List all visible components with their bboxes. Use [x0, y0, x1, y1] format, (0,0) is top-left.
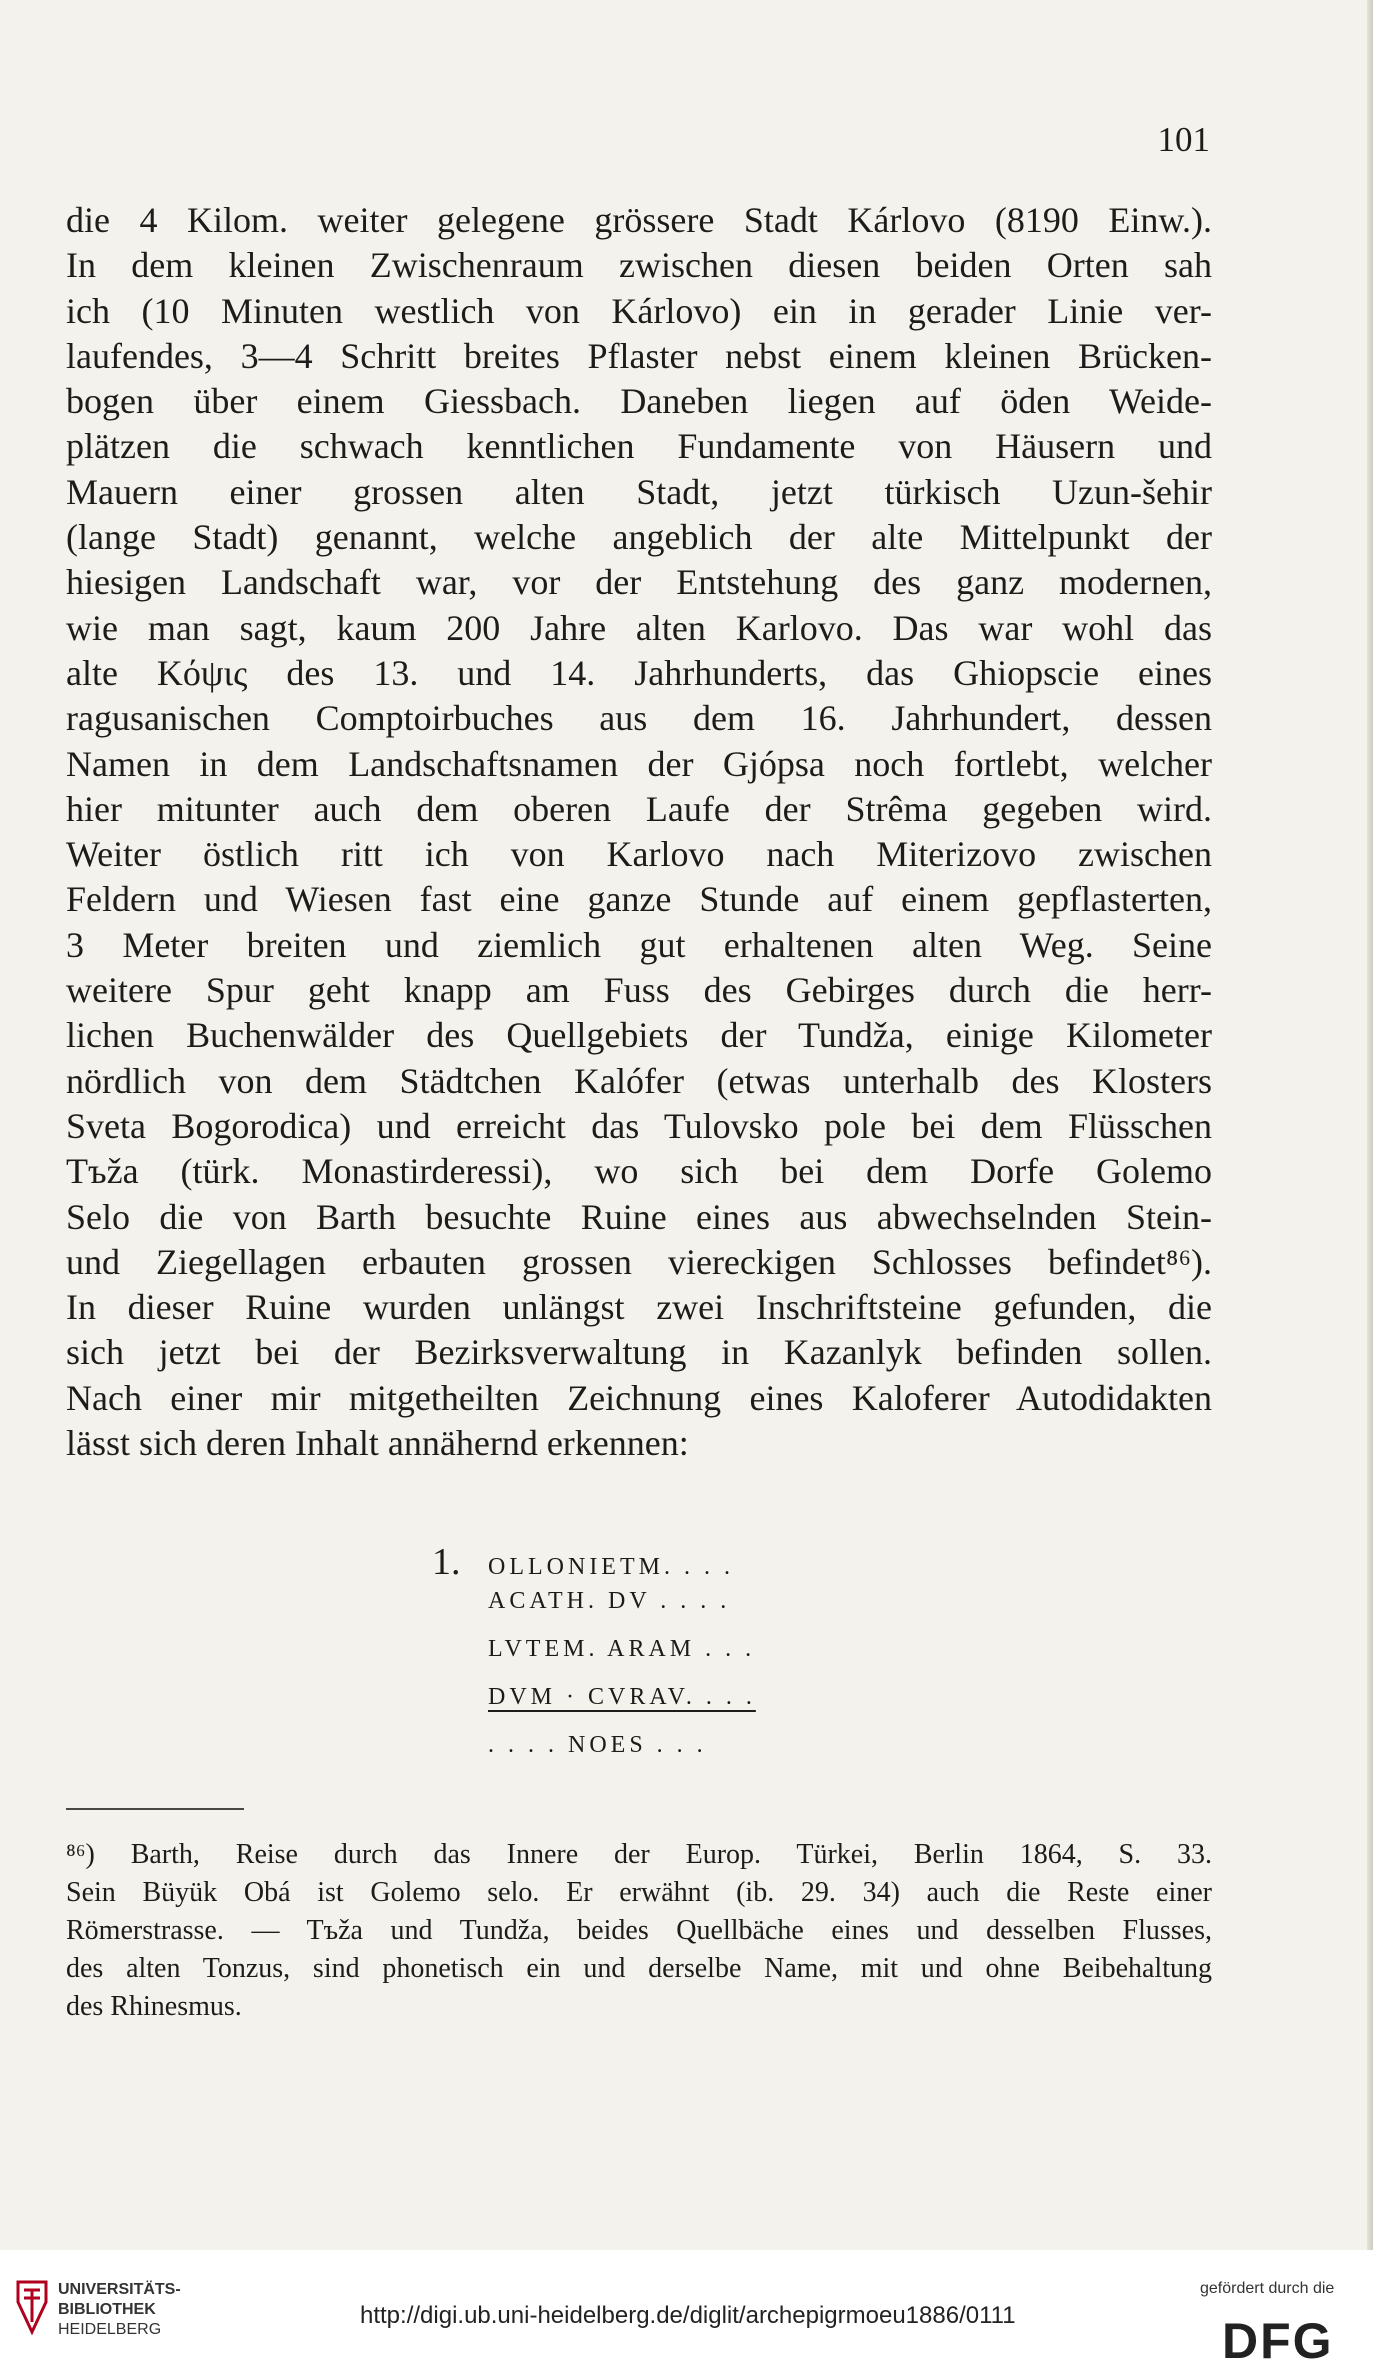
body-line: Nach einer mir mitgetheilten Zeichnung eines Kaloferer Autodidakten [66, 1377, 1212, 1418]
library-name-line: BIBLIOTHEK [58, 2301, 156, 2318]
inscription-number: 1. [432, 1541, 461, 1583]
library-emblem-icon [14, 2278, 50, 2336]
page-number: 101 [1157, 120, 1210, 159]
library-name-line: UNIVERSITÄTS- [58, 2281, 181, 2298]
inscription-line: . . . . NOES . . . [488, 1732, 707, 1758]
body-line: 3 Meter breiten und ziemlich gut erhaltenen alten Weg. Seine [66, 924, 1212, 965]
library-name-line: HEIDELBERG [58, 2321, 162, 2338]
body-line: Weiter östlich ritt ich von Karlovo nach Miterizovo zwischen [66, 834, 1212, 875]
dfg-logo: DFG [1222, 2313, 1334, 2369]
body-line: bogen über einem Giessbach. Daneben liegen auf öden Weide- [66, 381, 1212, 422]
body-line: In dem kleinen Zwischenraum zwischen diesen beiden Orten sah [66, 245, 1212, 286]
body-line: hiesigen Landschaft war, vor der Entstehung des ganz modernen, [66, 562, 1212, 603]
body-line: Namen in dem Landschaftsnamen der Gjópsa noch fortlebt, welcher [66, 743, 1212, 784]
body-line: Tъža (türk. Monastirderessi), wo sich bei dem Dorfe Golemo [66, 1151, 1212, 1192]
body-line: plätzen die schwach kenntlichen Fundamente von Häusern und [66, 426, 1212, 467]
inscription-line: OLLONIETM. . . . [488, 1554, 734, 1580]
inscription-row [432, 1540, 852, 1588]
body-line: weitere Spur geht knapp am Fuss des Gebirges durch die herr- [66, 970, 1212, 1011]
inscription-row [432, 1588, 852, 1636]
permalink-url[interactable]: http://digi.ub.uni-heidelberg.de/diglit/archepigrmoeu1886/0111 [360, 2302, 1016, 2329]
inscription-row [432, 1732, 852, 1780]
body-line: laufendes, 3—4 Schritt breites Pflaster nebst einem kleinen Brücken- [66, 335, 1212, 376]
body-line: (lange Stadt) genannt, welche angeblich der alte Mittelpunkt der [66, 517, 1212, 558]
body-line: die 4 Kilom. weiter gelegene grössere Stadt Kárlovo (8190 Einw.). [66, 200, 1212, 240]
footer-bar [0, 2250, 1373, 2376]
body-line: wie man sagt, kaum 200 Jahre alten Karlovo. Das war wohl das [66, 607, 1212, 648]
body-line: ragusanischen Comptoirbuches aus dem 16. Jahrhundert, dessen [66, 698, 1212, 739]
body-line: sich jetzt bei der Bezirksverwaltung in Kazanlyk befinden sollen. [66, 1332, 1212, 1373]
page-edge [1367, 0, 1373, 2250]
body-line: hier mitunter auch dem oberen Laufe der Strêma gegeben wird. [66, 788, 1212, 829]
footnote-line: ⁸⁶) Barth, Reise durch das Innere der Europ. Türkei, Berlin 1864, S. 33. [66, 1839, 1212, 1870]
inscription-line: LVTEM. ARAM . . . [488, 1636, 756, 1662]
body-line: Mauern einer grossen alten Stadt, jetzt türkisch Uzun-šehir [66, 471, 1212, 512]
inscription-line: DVM · CVRAV. . . . [488, 1684, 756, 1710]
body-line: Selo die von Barth besuchte Ruine eines aus abwechselnden Stein- [66, 1196, 1212, 1237]
body-line: lichen Buchenwälder des Quellgebiets der Tundža, einige Kilometer [66, 1015, 1212, 1056]
body-line: und Ziegellagen erbauten grossen viereckigen Schlosses befindet⁸⁶). [66, 1241, 1212, 1282]
footnote-divider [66, 1808, 244, 1810]
body-line: ich (10 Minuten westlich von Kárlovo) ein in gerader Linie ver- [66, 290, 1212, 331]
body-line: lässt sich deren Inhalt annähernd erkennen: [66, 1423, 689, 1464]
inscription-line: ACATH. DV . . . . [488, 1588, 731, 1614]
footnote-line: Römerstrasse. — Tъža und Tundža, beides Quellbäche eines und desselben Flusses, [66, 1915, 1212, 1946]
library-name [58, 2280, 181, 2340]
body-line: nördlich von dem Städtchen Kalófer (etwas unterhalb des Klosters [66, 1060, 1212, 1101]
footnote-line: des alten Tonzus, sind phonetisch ein und derselbe Name, mit und ohne Beibehaltung [66, 1953, 1212, 1984]
footnote-line: des Rhinesmus. [66, 1991, 242, 2022]
inscription-block [432, 1540, 852, 1780]
body-line: In dieser Ruine wurden unlängst zwei Inschriftsteine gefunden, die [66, 1287, 1212, 1328]
body-line: Sveta Bogorodica) und erreicht das Tulovsko pole bei dem Flüsschen [66, 1105, 1212, 1146]
sponsor-caption: gefördert durch die [1200, 2280, 1335, 2297]
body-text [66, 198, 1212, 1466]
footnotes [66, 1836, 1212, 2026]
inscription-row [432, 1684, 852, 1732]
footnote-line: Sein Büyük Obá ist Golemo selo. Er erwähnt (ib. 29. 34) auch die Reste einer [66, 1877, 1212, 1908]
body-line: Feldern und Wiesen fast eine ganze Stunde auf einem gepflasterten, [66, 879, 1212, 920]
inscription-row [432, 1636, 852, 1684]
body-line: alte Κόψις des 13. und 14. Jahrhunderts, das Ghiopscie eines [66, 652, 1212, 693]
